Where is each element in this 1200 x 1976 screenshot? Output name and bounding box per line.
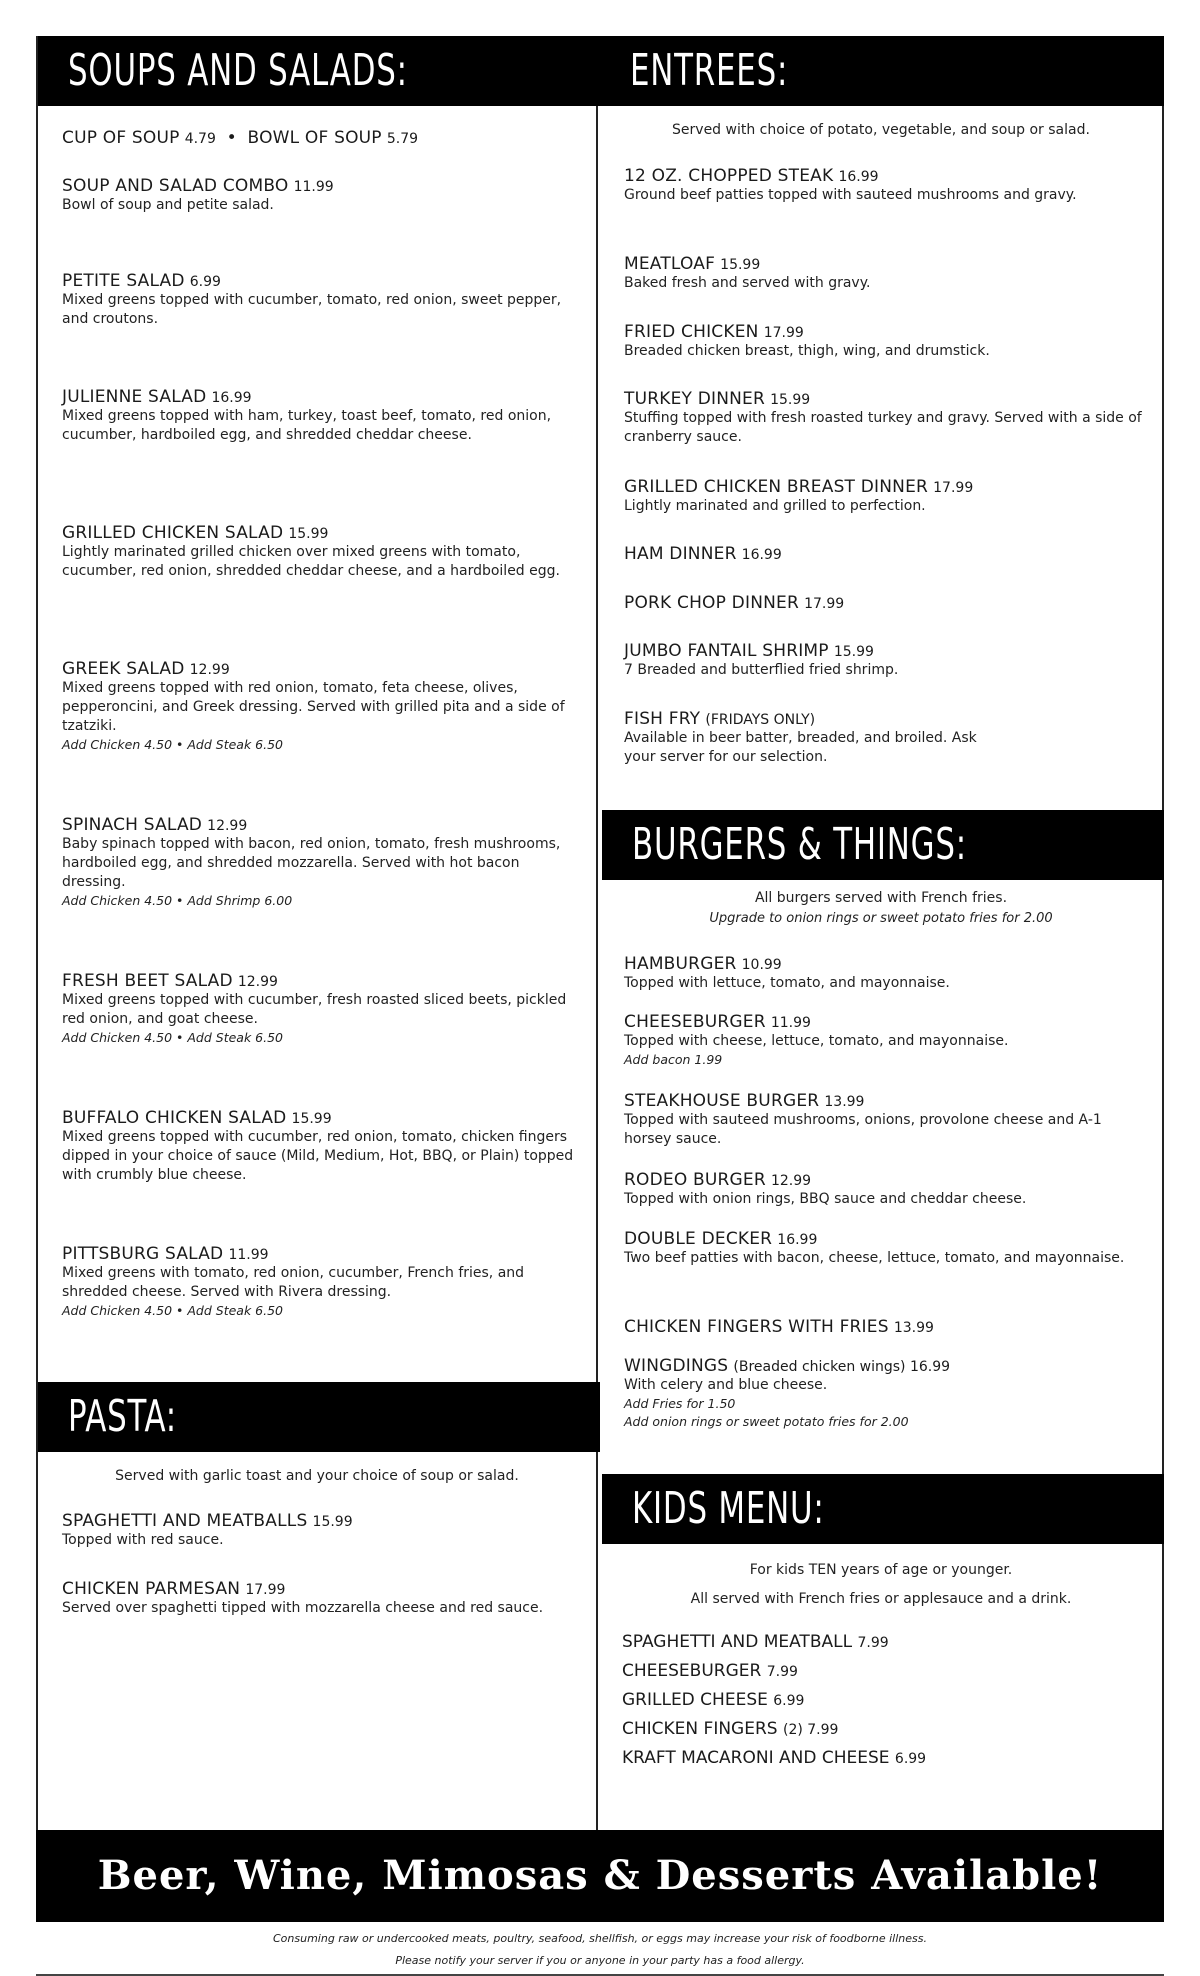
menu-item	[62, 1108, 576, 1185]
item-description: Mixed greens topped with cucumber, red onion, tomato, chicken fingers dipped in your choice of sauce (Mild, Medium, Hot, BBQ, or Plain) topped with crumbly blue cheese.	[62, 1129, 574, 1183]
item-description: Mixed greens with tomato, red onion, cucumber, French fries, and shredded cheese. Served with Rivera dressing.	[62, 1265, 525, 1300]
separator-dot: •	[220, 128, 243, 148]
menu-item	[62, 1579, 576, 1618]
menu-item	[62, 176, 576, 215]
item-price: 12.99	[207, 818, 248, 834]
menu-item	[624, 954, 1142, 993]
burgers-header: BURGERS & THINGS:	[602, 810, 1164, 880]
item-name: SPINACH SALAD	[62, 815, 203, 835]
item-addon: Add Chicken 4.50 • Add Steak 6.50	[62, 1030, 283, 1045]
menu-item	[624, 322, 1142, 361]
allergy-disclaimer: Please notify your server if you or anyone in your party has a food allergy.	[395, 1954, 805, 1967]
menu-item	[624, 389, 1142, 447]
item-price: 15.99	[720, 257, 761, 273]
item-name: GRILLED CHICKEN SALAD	[62, 523, 284, 543]
item-name: SOUP AND SALAD COMBO	[62, 176, 289, 196]
item-name: PITTSBURG SALAD	[62, 1244, 224, 1264]
item-addon: Add Chicken 4.50 • Add Steak 6.50	[62, 737, 283, 752]
item-addon: Add Chicken 4.50 • Add Shrimp 6.00	[62, 893, 293, 908]
item-name: DOUBLE DECKER	[624, 1229, 773, 1249]
soup-cup-bowl-line	[62, 128, 576, 148]
kids-item	[622, 1686, 804, 1715]
cup-of-soup-label: CUP OF SOUP	[62, 128, 180, 148]
item-price: 15.99	[833, 644, 874, 660]
beverages-desserts-banner: Beer, Wine, Mimosas & Desserts Available!	[36, 1830, 1164, 1922]
item-price: 17.99	[245, 1582, 286, 1598]
item-price: 13.99	[893, 1320, 934, 1336]
menu-item	[624, 1012, 1142, 1069]
menu-item	[62, 1244, 576, 1320]
item-price: 16.99	[741, 547, 782, 563]
item-name: PETITE SALAD	[62, 271, 185, 291]
item-name: FRIED CHICKEN	[624, 322, 759, 342]
item-description: With celery and blue cheese.	[624, 1377, 828, 1393]
item-price: 16.99	[211, 390, 252, 406]
item-description: Available in beer batter, breaded, and broiled. Ask your server for our selection.	[624, 730, 977, 765]
item-name: BUFFALO CHICKEN SALAD	[62, 1108, 287, 1128]
item-price: 7.99	[857, 1635, 889, 1651]
item-name: GRILLED CHICKEN BREAST DINNER	[624, 477, 929, 497]
item-name: MEATLOAF	[624, 254, 716, 274]
item-price: 15.99	[312, 1514, 353, 1530]
menu-item	[624, 1229, 1142, 1268]
menu-item	[624, 641, 1142, 680]
item-name: GREEK SALAD	[62, 659, 185, 679]
item-description: Two beef patties with bacon, cheese, lettuce, tomato, and mayonnaise.	[624, 1250, 1125, 1266]
pasta-header: PASTA:	[38, 1382, 600, 1452]
item-name: HAM DINNER	[624, 544, 737, 564]
burgers-note: All burgers served with French fries.	[754, 890, 1008, 906]
menu-item	[624, 1091, 1142, 1149]
left-column	[36, 36, 598, 1830]
item-addon: Add bacon 1.99	[624, 1052, 723, 1067]
item-name: GRILLED CHEESE	[622, 1690, 768, 1710]
item-price: (Breaded chicken wings) 16.99	[733, 1359, 951, 1375]
item-name: KRAFT MACARONI AND CHEESE	[622, 1748, 890, 1768]
item-name: CHEESEBURGER	[622, 1661, 762, 1681]
menu-item	[624, 1317, 1142, 1337]
kids-age-note: For kids TEN years of age or younger.	[749, 1562, 1013, 1578]
item-description: Lightly marinated grilled chicken over mixed greens with tomato, cucumber, red onion, shredded cheddar cheese, and a hardboiled egg.	[62, 544, 560, 579]
item-name: HAMBURGER	[624, 954, 737, 974]
item-name: JULIENNE SALAD	[62, 387, 207, 407]
item-price: (2) 7.99	[782, 1722, 839, 1738]
item-price: 17.99	[763, 325, 804, 341]
item-description: Served over spaghetti tipped with mozzarella cheese and red sauce.	[62, 1600, 544, 1616]
item-description: Mixed greens topped with ham, turkey, toast beef, tomato, red onion, cucumber, hardboiled egg, and shredded cheddar cheese.	[62, 408, 552, 443]
item-name: FRESH BEET SALAD	[62, 971, 233, 991]
food-safety-disclaimer: Consuming raw or undercooked meats, poultry, seafood, shellfish, or eggs may increase your risk of foodborne illness.	[272, 1932, 927, 1945]
item-description: Baked fresh and served with gravy.	[624, 275, 871, 291]
item-name: CHEESEBURGER	[624, 1012, 766, 1032]
menu-item	[624, 593, 1142, 613]
item-price: 11.99	[228, 1247, 269, 1263]
menu-item	[624, 477, 1142, 516]
menu-item	[624, 709, 1142, 767]
kids-item	[622, 1657, 798, 1686]
cup-of-soup-price: 4.79	[184, 131, 216, 147]
item-name: WINGDINGS	[624, 1356, 729, 1376]
item-price: (FRIDAYS ONLY)	[705, 712, 816, 728]
item-price: 17.99	[804, 596, 845, 612]
kids-item	[622, 1715, 838, 1744]
item-description: Topped with onion rings, BBQ sauce and cheddar cheese.	[624, 1191, 1027, 1207]
item-name: STEAKHOUSE BURGER	[624, 1091, 820, 1111]
item-description: Topped with red sauce.	[62, 1532, 224, 1548]
menu-item	[62, 815, 576, 910]
item-description: Breaded chicken breast, thigh, wing, and drumstick.	[624, 343, 990, 359]
entrees-header: ENTREES:	[600, 36, 1164, 106]
item-price: 15.99	[291, 1111, 332, 1127]
item-description: Mixed greens topped with cucumber, fresh roasted sliced beets, pickled red onion, and goat cheese.	[62, 992, 567, 1027]
pasta-note: Served with garlic toast and your choice of soup or salad.	[115, 1468, 519, 1484]
menu-item	[624, 544, 1142, 564]
bowl-of-soup-label: BOWL OF SOUP	[247, 128, 382, 148]
item-price: 6.99	[189, 274, 221, 290]
item-name: 12 OZ. CHOPPED STEAK	[624, 166, 834, 186]
right-column	[600, 36, 1164, 1830]
item-description: Topped with sauteed mushrooms, onions, provolone cheese and A-1 horsey sauce.	[624, 1112, 1102, 1147]
item-price: 6.99	[894, 1751, 927, 1767]
menu-item	[62, 271, 576, 329]
kids-item	[622, 1744, 926, 1773]
item-name: CHICKEN FINGERS WITH FRIES	[624, 1317, 889, 1337]
entrees-note: Served with choice of potato, vegetable, and soup or salad.	[672, 122, 1090, 138]
item-name: PORK CHOP DINNER	[624, 593, 799, 613]
item-name: CHICKEN PARMESAN	[62, 1579, 241, 1599]
item-price: 7.99	[766, 1664, 798, 1680]
item-price: 13.99	[824, 1094, 865, 1110]
menu-item	[624, 254, 1142, 293]
item-name: FISH FRY	[624, 709, 701, 729]
menu-item	[624, 166, 1142, 205]
item-addon-2: Add onion rings or sweet potato fries for 2.00	[624, 1414, 909, 1429]
item-price: 12.99	[770, 1173, 812, 1189]
item-price: 11.99	[293, 179, 334, 195]
item-name: SPAGHETTI AND MEATBALLS	[62, 1511, 308, 1531]
item-description: Ground beef patties topped with sauteed mushrooms and gravy.	[624, 187, 1077, 203]
burgers-upgrade-note: Upgrade to onion rings or sweet potato fries for 2.00	[709, 911, 1053, 926]
menu-item	[62, 659, 576, 754]
item-addon: Add Chicken 4.50 • Add Steak 6.50	[62, 1303, 283, 1318]
item-description: Baby spinach topped with bacon, red onion, tomato, fresh mushrooms, hardboiled egg, and shredded mozzarella. Served with hot bacon dressing.	[62, 836, 561, 890]
item-price: 6.99	[773, 1693, 805, 1709]
item-price: 15.99	[770, 392, 811, 408]
item-description: 7 Breaded and butterflied fried shrimp.	[624, 662, 899, 678]
item-price: 10.99	[741, 957, 782, 973]
item-name: RODEO BURGER	[624, 1170, 766, 1190]
soups-salads-header: SOUPS AND SALADS:	[38, 36, 600, 106]
item-description: Stuffing topped with fresh roasted turkey and gravy. Served with a side of cranberry sauce.	[624, 410, 1142, 445]
menu-item	[62, 971, 576, 1047]
item-price: 11.99	[770, 1015, 811, 1031]
item-price: 12.99	[237, 974, 278, 990]
item-description: Topped with lettuce, tomato, and mayonnaise.	[624, 975, 950, 991]
item-description: Mixed greens topped with red onion, tomato, feta cheese, olives, pepperoncini, and Greek dressing. Served with grilled pita and a side of tzatziki.	[62, 680, 565, 734]
kids-served-note: All served with French fries or applesauce and a drink.	[690, 1591, 1072, 1607]
item-name: CHICKEN FINGERS	[622, 1719, 778, 1739]
item-description: Topped with cheese, lettuce, tomato, and mayonnaise.	[624, 1033, 1009, 1049]
item-addon: Add Fries for 1.50	[624, 1396, 736, 1411]
menu-item	[624, 1356, 1142, 1431]
item-name: SPAGHETTI AND MEATBALL	[622, 1632, 853, 1652]
item-name: JUMBO FANTAIL SHRIMP	[624, 641, 829, 661]
item-price: 12.99	[189, 662, 230, 678]
item-description: Mixed greens topped with cucumber, tomato, red onion, sweet pepper, and croutons.	[62, 292, 562, 327]
menu-item	[62, 387, 576, 445]
menu-item	[62, 523, 576, 581]
menu-item	[624, 1170, 1142, 1209]
kids-menu-header: KIDS MENU:	[602, 1474, 1164, 1544]
item-price: 16.99	[838, 169, 879, 185]
item-description: Bowl of soup and petite salad.	[62, 197, 274, 213]
item-description: Lightly marinated and grilled to perfection.	[624, 498, 926, 514]
menu-page	[36, 36, 1164, 1967]
bowl-of-soup-price: 5.79	[386, 131, 419, 147]
item-price: 15.99	[288, 526, 329, 542]
menu-item	[62, 1511, 576, 1550]
kids-item	[622, 1628, 889, 1657]
item-price: 16.99	[777, 1232, 818, 1248]
item-price: 17.99	[933, 480, 974, 496]
item-name: TURKEY DINNER	[624, 389, 766, 409]
